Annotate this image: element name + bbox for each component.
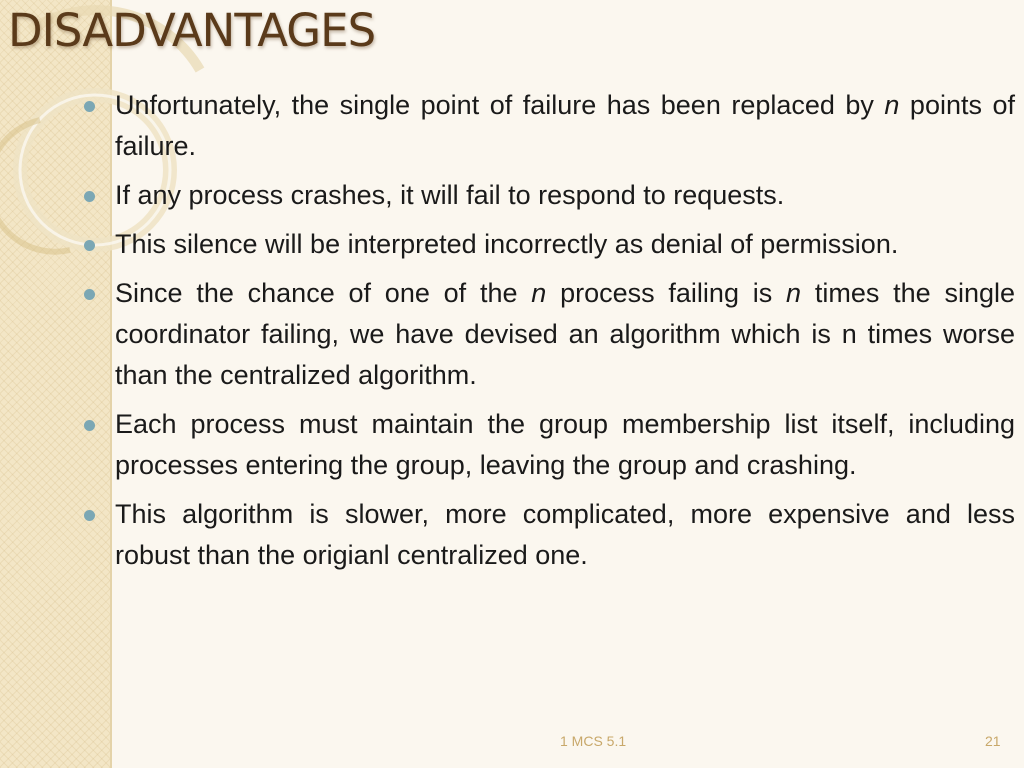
footer-course-label: 1 MCS 5.1 — [560, 733, 627, 749]
bullet-list — [80, 85, 1015, 584]
bullet-item — [80, 224, 1015, 265]
bullet-text — [115, 409, 1015, 480]
bullet-item — [80, 85, 1015, 167]
text-segment: points of failure. — [115, 90, 1015, 161]
bullet-text — [115, 278, 1015, 390]
text-segment: Since the chance of one of the — [115, 278, 532, 308]
bullet-text — [115, 90, 1015, 161]
italic-variable: n — [786, 278, 802, 308]
bullet-item — [80, 175, 1015, 216]
text-segment: Each process must maintain the group membership list itself, including processes entering the group, leaving the group and crashing. — [115, 409, 1015, 480]
text-segment: If any process crashes, it will fail to respond to requests. — [115, 180, 785, 210]
bullet-item — [80, 273, 1015, 396]
slide-title: DISADVANTAGES — [8, 4, 376, 57]
footer-page-number: 21 — [985, 733, 1001, 749]
bullet-dot-icon — [84, 101, 95, 112]
bullet-item — [80, 404, 1015, 486]
bullet-text — [115, 229, 898, 259]
text-segment: This silence will be interpreted incorrectly as denial of permission. — [115, 229, 899, 259]
text-segment: This algorithm is slower, more complicated, more expensive and less robust than the origianl centralized one. — [115, 499, 1015, 570]
bullet-item — [80, 494, 1015, 576]
italic-variable: n — [884, 90, 900, 120]
bullet-text — [115, 180, 784, 210]
bullet-dot-icon — [84, 240, 95, 251]
italic-variable: n — [531, 278, 547, 308]
text-segment: times the single coordinator failing, we have devised an algorithm which is n times worse than the centralized algorithm. — [115, 278, 1016, 390]
text-segment: process failing is — [546, 278, 787, 308]
bullet-dot-icon — [84, 510, 95, 521]
bullet-dot-icon — [84, 420, 95, 431]
bullet-text — [115, 499, 1015, 570]
bullet-dot-icon — [84, 191, 95, 202]
text-segment: Unfortunately, the single point of failure has been replaced by — [115, 90, 885, 120]
bullet-dot-icon — [84, 289, 95, 300]
